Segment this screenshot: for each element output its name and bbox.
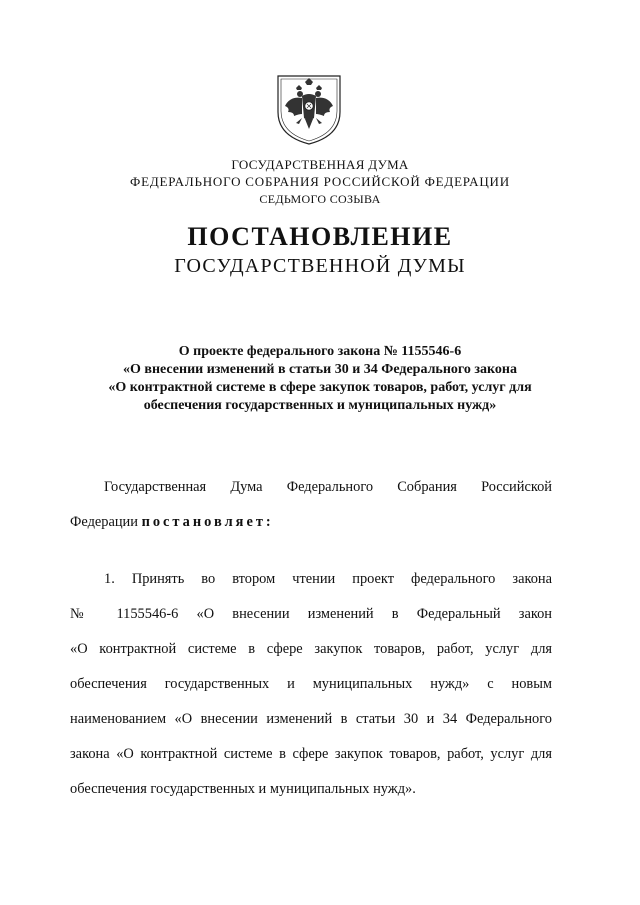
p1-line-3: «О контрактной системе в сфере закупок товаров, работ, услуг для [70, 641, 552, 657]
subject-line-2: «О внесении изменений в статьи 30 и 34 Федерального закона [123, 362, 517, 377]
p1-line-5: наименованием «О внесении изменений в статьи 30 и 34 Федерального [70, 711, 552, 727]
document-title: ПОСТАНОВЛЕНИЕ [187, 222, 453, 251]
org-line-3: СЕДЬМОГО СОЗЫВА [259, 192, 381, 206]
p1-line-2: № 1155546-6 «О внесении изменений в Федеральный закон [70, 606, 552, 622]
p1-line-1: 1. Принять во втором чтении проект федерального закона [104, 571, 552, 587]
p1-line-4: обеспечения государственных и муниципальных нужд» с новым [70, 676, 552, 692]
coat-of-arms-icon [272, 66, 346, 146]
intro-paragraph [70, 470, 552, 540]
resolves-word: постановляет: [141, 514, 274, 530]
p1-line-7: обеспечения государственных и муниципальных нужд». [70, 781, 416, 797]
intro-line-2 [70, 505, 552, 540]
subject-line-1: О проекте федерального закона № 1155546-6 [178, 344, 462, 359]
paragraph-1 [70, 562, 552, 807]
intro-line-2-start: Федерации [70, 514, 142, 530]
org-line-1: ГОСУДАРСТВЕННАЯ ДУМА [231, 157, 409, 172]
intro-line-1: Государственная Дума Федерального Собрания Российской [104, 479, 552, 495]
subject-line-3: «О контрактной системе в сфере закупок товаров, работ, услуг для [108, 380, 532, 395]
subject-line-4: обеспечения государственных и муниципальных нужд» [143, 398, 497, 413]
document-subtitle: ГОСУДАРСТВЕННОЙ ДУМЫ [174, 255, 466, 277]
org-line-2: ФЕДЕРАЛЬНОГО СОБРАНИЯ РОССИЙСКОЙ ФЕДЕРАЦИИ [130, 174, 510, 189]
p1-line-6: закона «О контрактной системе в сфере закупок товаров, работ, услуг для [70, 746, 552, 762]
